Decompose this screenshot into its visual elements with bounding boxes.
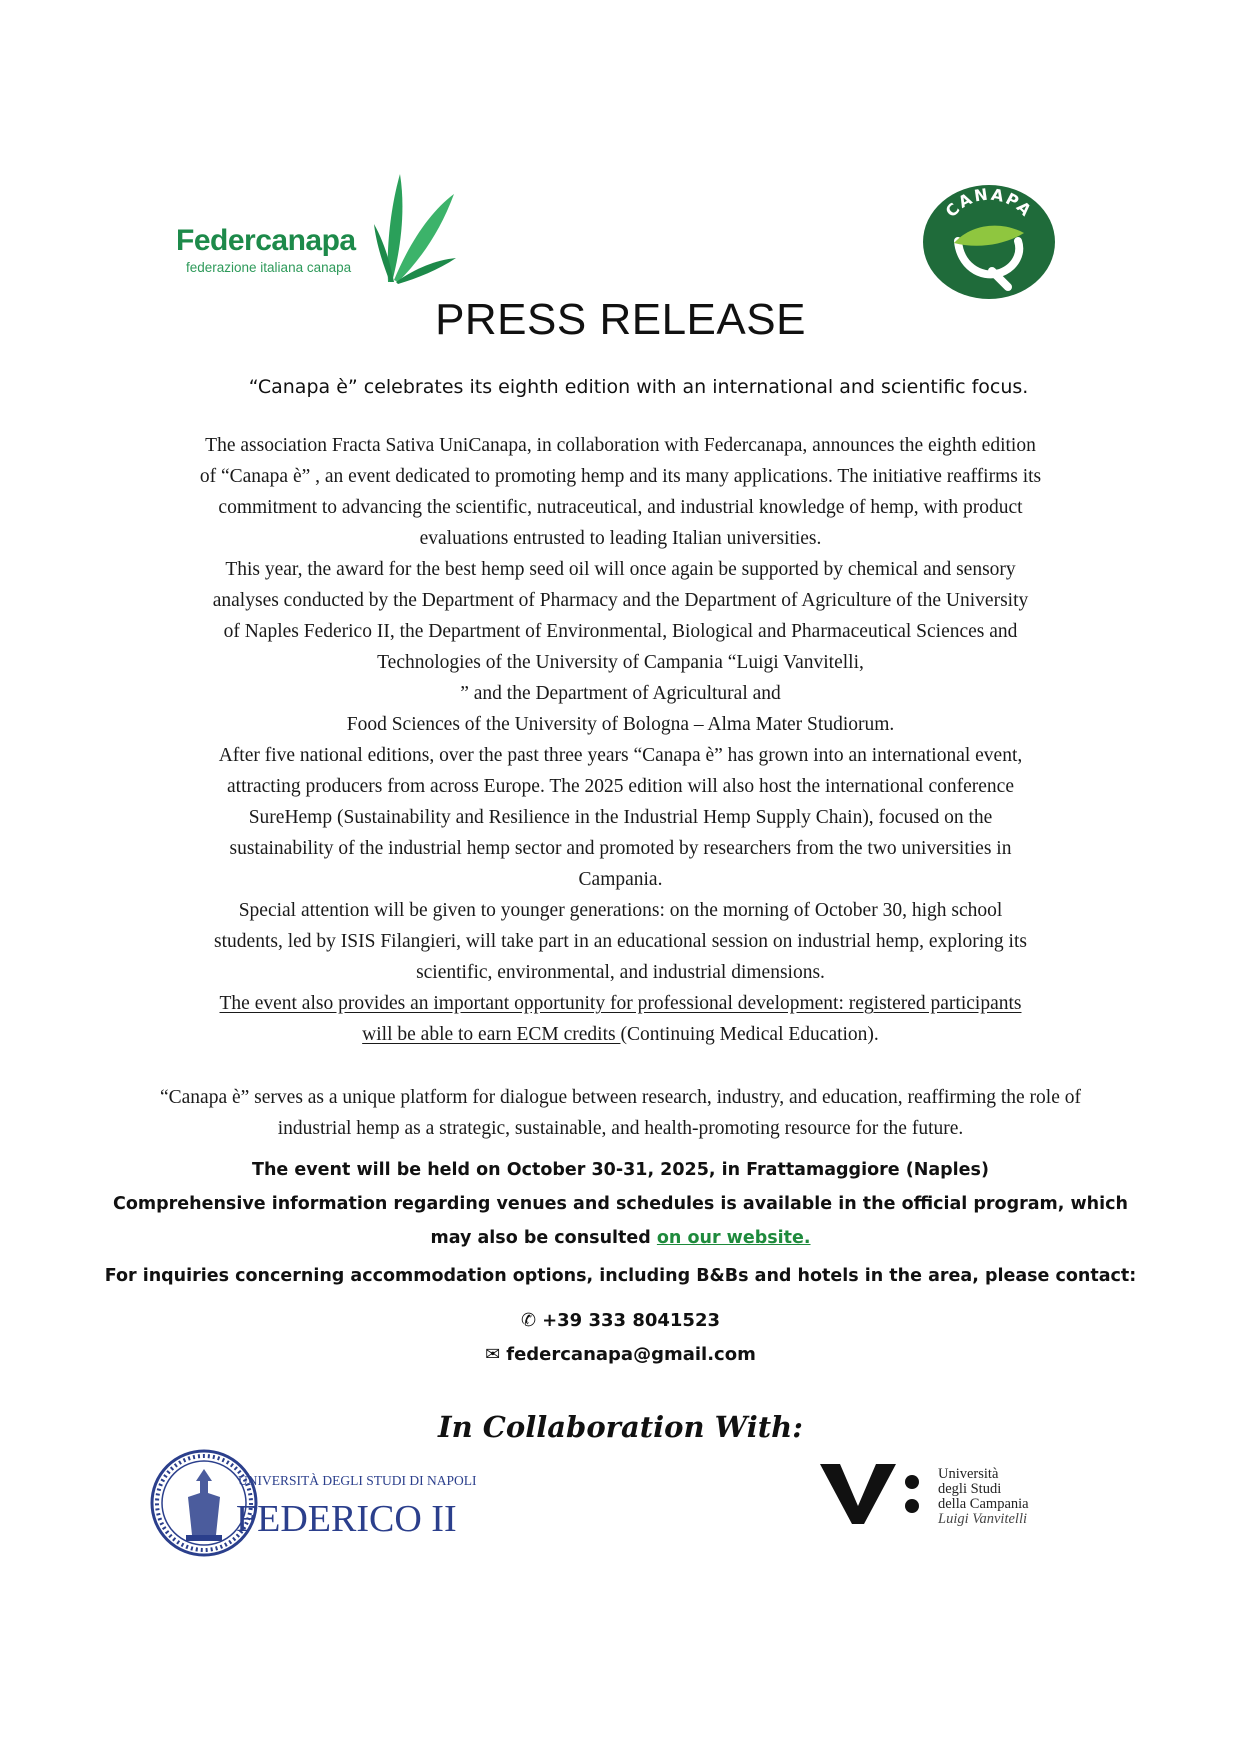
- ecm-line-1: The event also provides an important opportunity for professional development: registered participants: [219, 993, 1022, 1014]
- event-info-line-1: Comprehensive information regarding venues and schedules is available in the official program, which: [113, 1194, 1128, 1214]
- body-line: Technologies of the University of Campania “Luigi Vanvitelli,: [377, 652, 864, 673]
- body-line: Campania.: [578, 869, 663, 890]
- vanvitelli-line-2: degli Studi: [938, 1481, 1002, 1497]
- federcanapa-logo-tagline: federazione italiana canapa: [186, 260, 352, 275]
- body-line: After five national editions, over the past three years “Canapa è” has grown into an international event,: [218, 745, 1023, 766]
- body-line: students, led by ISIS Filangieri, will take part in an educational session on industrial hemp, exploring its: [214, 931, 1027, 952]
- page-title: PRESS RELEASE: [435, 295, 806, 344]
- body-paragraph-2: [0, 1082, 1241, 1144]
- contact-phone: [0, 1310, 1241, 1331]
- unina-line-2: FEDERICO II: [236, 1498, 457, 1540]
- canapa-e-logo: [920, 183, 1058, 301]
- event-details: [0, 1153, 1241, 1255]
- unina-line-1: UNIVERSITÀ DEGLI STUDI DI NAPOLI: [238, 1473, 477, 1488]
- body-line: evaluations entrusted to leading Italian universities.: [419, 528, 822, 549]
- body-line: attracting producers from across Europe. The 2025 edition will also host the international conference: [227, 776, 1014, 797]
- vanvitelli-line-1: Università: [938, 1466, 999, 1482]
- federcanapa-logo-name: Federcanapa: [176, 224, 356, 257]
- body-line: commitment to advancing the scientific, nutraceutical, and industrial knowledge of hemp, with product: [218, 497, 1023, 518]
- vanvitelli-logo: [818, 1460, 1078, 1530]
- body-line: of Naples Federico II, the Department of Environmental, Biological and Pharmaceutical Sciences and: [223, 621, 1018, 642]
- body-paragraph-1: [0, 430, 1241, 1050]
- event-info-line-2: may also be consulted on our website.: [430, 1228, 811, 1248]
- body-line: industrial hemp as a strategic, sustainable, and health-promoting resource for the future.: [277, 1118, 964, 1139]
- body-line: of “Canapa è” , an event dedicated to promoting hemp and its many applications. The initiative reaffirms its: [199, 466, 1042, 487]
- body-line: scientific, environmental, and industrial dimensions.: [416, 962, 825, 983]
- body-line: sustainability of the industrial hemp sector and promoted by researchers from the two universities in: [229, 838, 1012, 859]
- body-line: SureHemp (Sustainability and Resilience in the Industrial Hemp Supply Chain), focused on the: [248, 807, 993, 828]
- body-line: “Canapa è” serves as a unique platform for dialogue between research, industry, and education, reaffirming the role of: [159, 1087, 1081, 1108]
- email-address[interactable]: federcanapa@gmail.com: [506, 1344, 756, 1365]
- vanvitelli-line-3: della Campania: [938, 1496, 1029, 1512]
- envelope-icon: ✉: [485, 1344, 501, 1365]
- ecm-credits-rest: (Continuing Medical Education).: [620, 1024, 879, 1045]
- inquiries-text: For inquiries concerning accommodation options, including B&Bs and hotels in the area, please contact:: [104, 1266, 1137, 1286]
- event-dates: The event will be held on October 30-31, 2025, in Frattamaggiore (Naples): [252, 1160, 989, 1180]
- collaboration-title: In Collaboration With:: [438, 1410, 803, 1444]
- canapa-logo-text: CANAPA: [941, 184, 1037, 221]
- press-subtitle: “Canapa è” celebrates its eighth edition with an international and scientific focus.: [248, 376, 1029, 398]
- body-line: ” and the Department of Agricultural and: [460, 683, 781, 704]
- federcanapa-logo: [172, 168, 452, 288]
- vanvitelli-line-4: Luigi Vanvitelli: [938, 1511, 1028, 1527]
- ecm-line-2: [0, 1019, 1241, 1050]
- hemp-leaf-icon: [370, 172, 458, 284]
- body-line: The association Fracta Sativa UniCanapa, in collaboration with Federcanapa, announces the eighth edition: [205, 435, 1036, 456]
- body-line: Food Sciences of the University of Bologna – Alma Mater Studiorum.: [346, 714, 895, 735]
- body-line: Special attention will be given to younger generations: on the morning of October 30, high school: [238, 900, 1003, 921]
- body-line: This year, the award for the best hemp seed oil will once again be supported by chemical and sensory: [225, 559, 1016, 580]
- contact-email: [0, 1344, 1241, 1365]
- website-link[interactable]: on our website.: [656, 1228, 811, 1248]
- phone-number[interactable]: +39 333 8041523: [542, 1310, 720, 1331]
- body-line: analyses conducted by the Department of Pharmacy and the Department of Agriculture of the University: [212, 590, 1029, 611]
- ecm-credits-underlined: will be able to earn ECM credits: [362, 1024, 621, 1045]
- unina-federico-ii-logo: [150, 1447, 477, 1559]
- phone-icon: ✆: [520, 1310, 537, 1331]
